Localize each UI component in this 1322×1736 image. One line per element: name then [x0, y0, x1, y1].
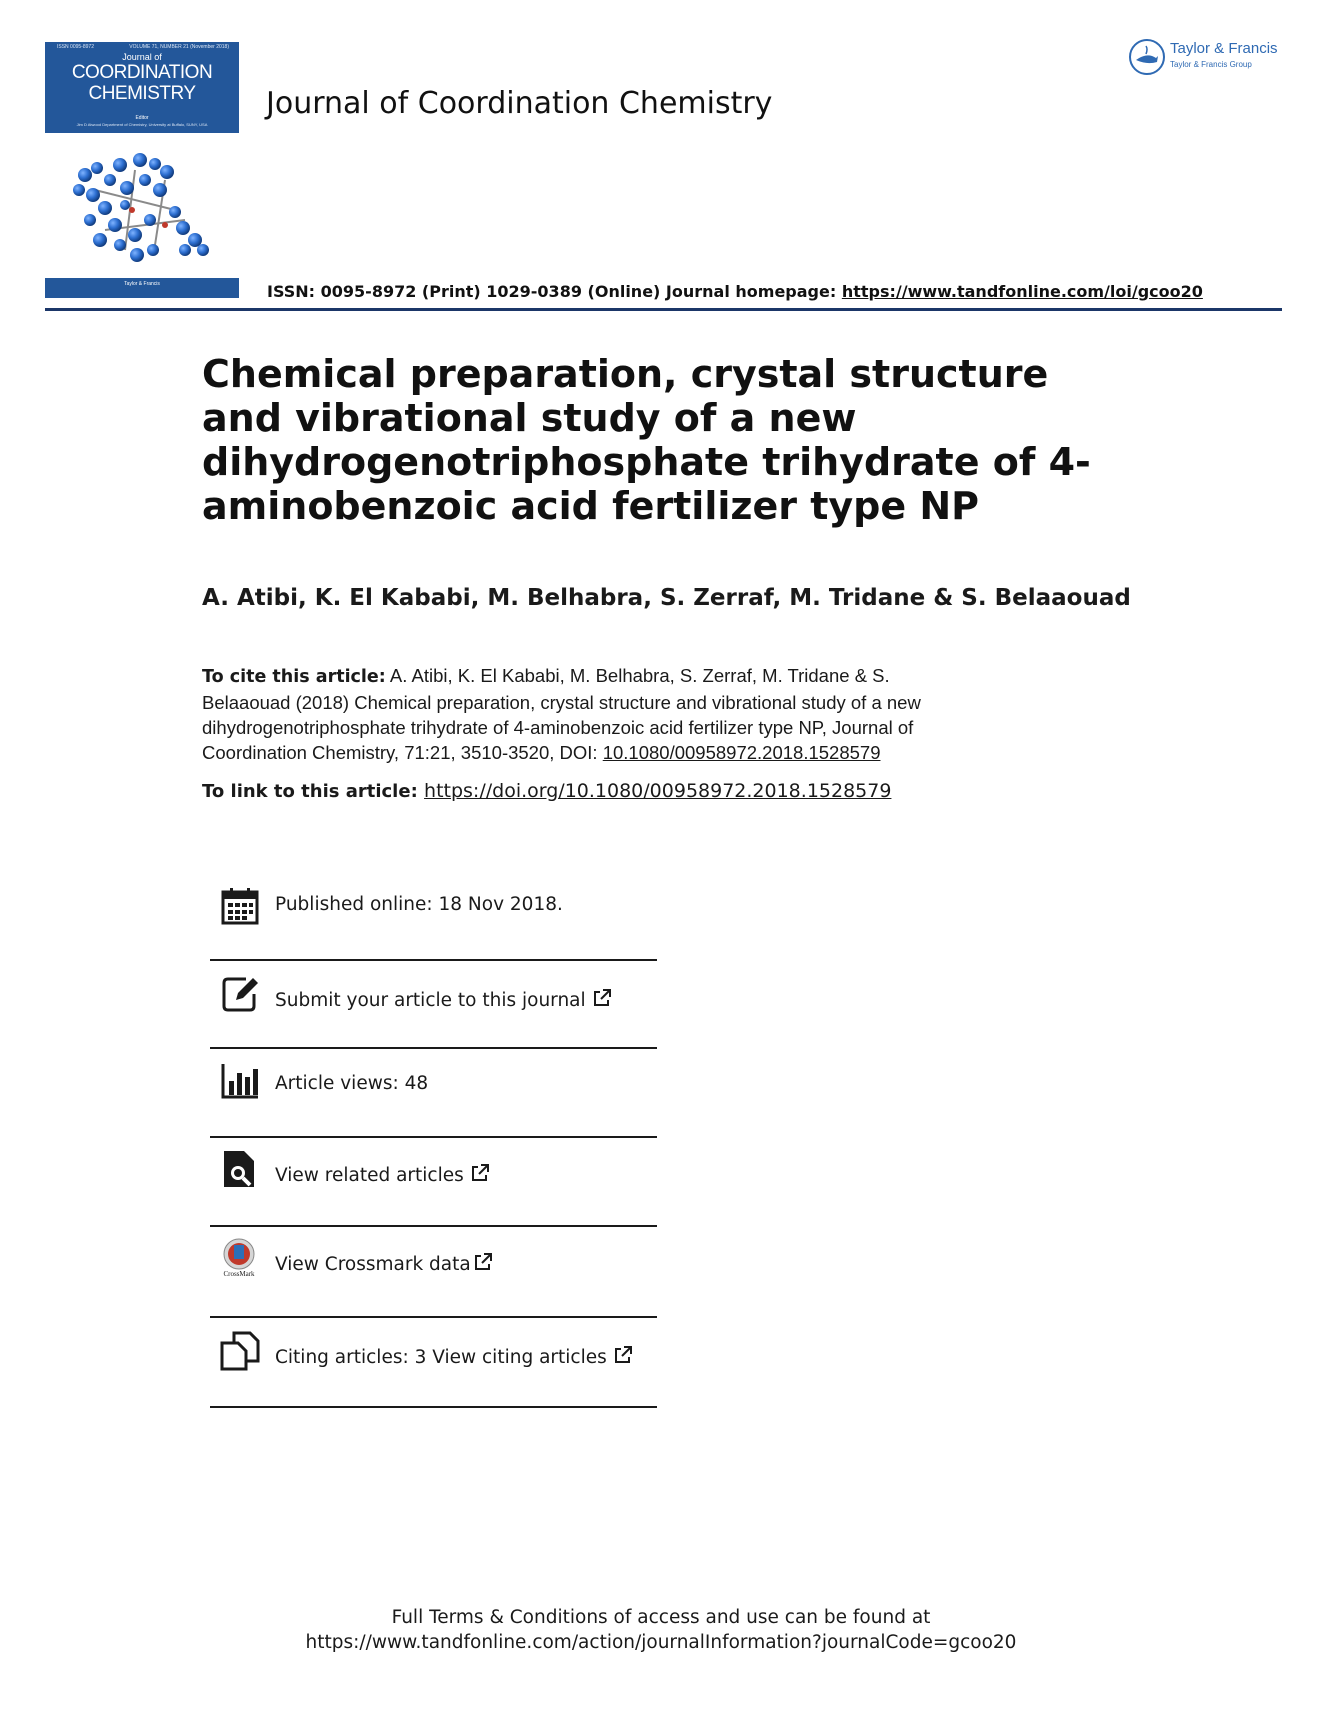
footer-terms-link[interactable]: https://www.tandfonline.com/action/journalInformation?journalCode=gcoo20: [305, 1632, 1017, 1653]
citation-doi-link[interactable]: 10.1080/00958972.2018.1528579: [602, 742, 881, 763]
citing-articles-text[interactable]: Citing articles: 3 View citing articles: [275, 1347, 607, 1368]
citing-articles-item[interactable]: [210, 1325, 657, 1395]
related-articles-row: [275, 1163, 490, 1186]
crossmark-icon-label: CrossMark: [223, 1270, 255, 1277]
citation-line4: Coordination Chemistry, 71:21, 3510-3520, DOI:: [202, 742, 603, 763]
submit-article-row: [275, 988, 612, 1011]
cover-title-band: [45, 42, 239, 133]
cover-publisher: Taylor & Francis: [124, 281, 160, 287]
crossmark-row: [275, 1252, 493, 1275]
footer-line1: Full Terms & Conditions of access and use can be found at: [391, 1607, 931, 1628]
terms-footer: [0, 1605, 1322, 1655]
citation-line1: A. Atibi, K. El Kababi, M. Belhabra, S. Zerraf, M. Tridane & S.: [385, 665, 890, 686]
info-divider: [210, 959, 657, 961]
taylor-francis-logo[interactable]: [1128, 38, 1288, 78]
info-divider: [210, 1316, 657, 1318]
molecule-illustration: [65, 150, 215, 268]
external-link-icon: [473, 1252, 493, 1272]
cover-footer-band: [45, 278, 239, 298]
article-title-line: and vibrational study of a new: [202, 396, 857, 440]
journal-title: Journal of Coordination Chemistry: [266, 86, 773, 121]
journal-homepage-link[interactable]: https://www.tandfonline.com/loi/gcoo20: [841, 282, 1203, 301]
article-views-item: [210, 1056, 657, 1126]
citing-articles-row: [275, 1345, 633, 1368]
calendar-icon: [220, 886, 260, 926]
citing-documents-icon: [220, 1331, 260, 1371]
citation-line3: dihydrogenotriphosphate trihydrate of 4-aminobenzoic acid fertilizer type NP, Journal of: [202, 717, 914, 738]
link-label: To link to this article:: [202, 781, 425, 802]
article-views-text: Article views: 48: [275, 1073, 429, 1094]
article-authors: A. Atibi, K. El Kababi, M. Belhabra, S. Zerraf, M. Tridane & S. Belaaouad: [202, 585, 1131, 611]
citation-label: To cite this article:: [202, 667, 386, 687]
header-divider: [45, 308, 1282, 311]
article-title-line: dihydrogenotriphosphate trihydrate of 4-: [202, 440, 1091, 484]
submit-article-item[interactable]: [210, 968, 657, 1038]
crossmark-item[interactable]: [210, 1234, 657, 1306]
published-online-text: Published online: 18 Nov 2018.: [275, 894, 563, 915]
article-title-line: aminobenzoic acid fertilizer type NP: [202, 484, 980, 528]
cover-title-line1: COORDINATION: [71, 62, 213, 83]
related-articles-item[interactable]: [210, 1145, 657, 1215]
article-title: [202, 352, 1091, 528]
journal-cover: [45, 42, 239, 298]
document-search-icon: [220, 1149, 260, 1189]
info-divider: [210, 1047, 657, 1049]
article-title-line: Chemical preparation, crystal structure: [202, 352, 1049, 396]
publisher-name: Taylor & Francis: [1170, 40, 1278, 57]
crossmark-text[interactable]: View Crossmark data: [275, 1254, 471, 1275]
info-divider: [210, 1136, 657, 1138]
publisher-group: Taylor & Francis Group: [1170, 60, 1252, 69]
external-link-icon: [592, 988, 612, 1008]
cover-volume: VOLUME 71, NUMBER 21 (November 2018): [129, 44, 229, 50]
crossmark-icon: [220, 1237, 260, 1277]
cover-issn: ISSN 0095-8972: [57, 44, 94, 50]
edit-icon: [220, 974, 260, 1014]
external-link-icon: [613, 1345, 633, 1365]
taylor-francis-lamp-icon: [1128, 38, 1166, 76]
cover-title-line2: CHEMISTRY: [88, 83, 196, 104]
issn-text: ISSN: 0095-8972 (Print) 1029-0389 (Online) Journal homepage:: [267, 282, 842, 301]
cover-journal-of: Journal of: [122, 52, 162, 62]
cover-editor-name: Jim D Atwood Department of Chemistry, University at Buffalo, SUNY, USA: [76, 122, 208, 127]
related-articles-text[interactable]: View related articles: [275, 1165, 464, 1186]
article-doi-link[interactable]: https://doi.org/10.1080/00958972.2018.1528579: [424, 780, 892, 802]
article-link-line: [202, 780, 891, 802]
cover-editor-label: Editor: [135, 115, 149, 121]
citation-block: [202, 663, 1102, 765]
info-divider: [210, 1225, 657, 1227]
info-divider: [210, 1406, 657, 1408]
issn-line: [267, 282, 1203, 301]
published-online-item: [210, 878, 657, 938]
external-link-icon: [470, 1163, 490, 1183]
submit-article-text[interactable]: Submit your article to this journal: [275, 990, 586, 1011]
citation-line2: Belaaouad (2018) Chemical preparation, crystal structure and vibrational study of a new: [202, 692, 921, 713]
bar-chart-icon: [220, 1061, 260, 1101]
